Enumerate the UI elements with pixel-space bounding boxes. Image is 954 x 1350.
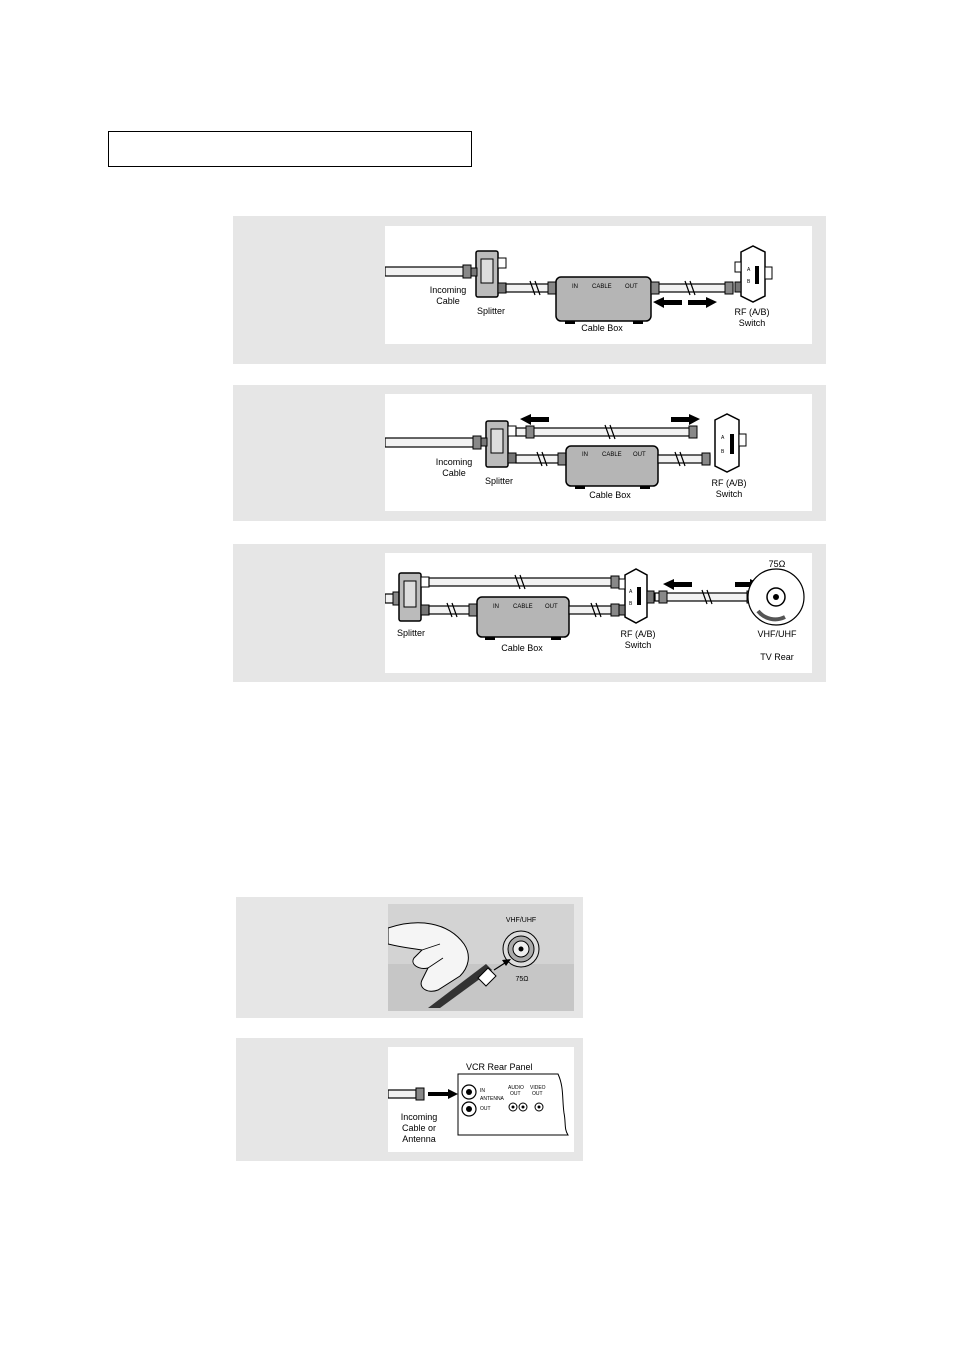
coax-cable [429, 603, 477, 617]
arrow-left-icon [520, 414, 549, 425]
in-label: IN [480, 1088, 485, 1094]
antenna-out-jack-icon [462, 1102, 476, 1116]
switch-a-label: A [747, 267, 751, 273]
audio-out-label: OUT [510, 1091, 521, 1097]
incoming-label: Antenna [402, 1134, 436, 1144]
rf-switch-label: Switch [738, 318, 766, 328]
vcr-rear-panel-title: VCR Rear Panel [466, 1062, 533, 1072]
rf-switch-label: RF (A/B) [734, 307, 770, 317]
box-out-label: OUT [545, 604, 558, 610]
coax-cable [655, 590, 759, 604]
ohm-label: 75Ω [768, 559, 786, 569]
cable-box-icon [556, 277, 651, 324]
arrow-right-icon [428, 1089, 458, 1099]
video-out-label: OUT [532, 1091, 543, 1097]
incoming-label: Cable or [401, 1123, 437, 1133]
cable-box-label: Cable Box [581, 323, 623, 333]
box-in-label: IN [582, 452, 588, 458]
arrow-left-icon [663, 579, 692, 590]
box-cable-label: CABLE [592, 284, 612, 290]
splitter-label: Splitter [396, 628, 426, 638]
coax-cable [569, 603, 619, 617]
box-out-label: OUT [633, 452, 646, 458]
rf-switch-label: RF (A/B) [711, 478, 747, 488]
coax-cable [506, 281, 556, 295]
incoming-cable-label: Cable [442, 468, 466, 478]
box-in-label: IN [493, 604, 499, 610]
connect-cable-photo [388, 904, 574, 1011]
diagram-1 [385, 226, 812, 344]
rf-switch-icon [735, 246, 772, 302]
incoming-cable-label: Cable [436, 296, 460, 306]
diagram-2 [385, 394, 812, 511]
rf-switch-label: RF (A/B) [620, 629, 656, 639]
box-out-label: OUT [625, 284, 638, 290]
incoming-cable-wire [385, 265, 471, 278]
tv-rear-label: TV Rear [760, 652, 794, 662]
splitter-icon [471, 251, 506, 297]
splitter-icon [399, 573, 429, 621]
switch-b-label: B [629, 601, 633, 607]
video-jack-icon [535, 1103, 543, 1111]
arrow-right-icon [688, 297, 717, 308]
switch-a-label: A [629, 589, 633, 595]
coax-cable [658, 452, 710, 466]
rf-switch-label: Switch [715, 489, 743, 499]
header-box [108, 131, 472, 167]
vhf-uhf-label: VHF/UHF [757, 629, 797, 639]
splitter-label: Splitter [484, 476, 514, 486]
rf-switch-icon [715, 414, 746, 472]
arrow-right-icon [671, 414, 700, 425]
switch-b-label: B [721, 449, 725, 455]
incoming-label: Incoming [400, 1112, 438, 1122]
rf-switch-icon [619, 569, 654, 623]
box-in-label: IN [572, 284, 578, 290]
audio-label: AUDIO [508, 1085, 524, 1091]
coax-cable [516, 452, 566, 466]
incoming-cable-wire [388, 1088, 424, 1100]
video-label: VIDEO [530, 1085, 546, 1091]
cable-box-icon [477, 597, 569, 640]
coax-cable [429, 575, 619, 589]
audio-r-jack-icon [519, 1103, 527, 1111]
tv-terminal-icon [748, 569, 804, 625]
incoming-cable-wire [385, 436, 481, 449]
out-label: OUT [480, 1106, 491, 1112]
cable-box-label: Cable Box [501, 643, 543, 653]
switch-b-label: B [747, 279, 751, 285]
antenna-label: ANTENNA [480, 1096, 504, 1102]
box-cable-label: CABLE [513, 604, 533, 610]
splitter-icon [481, 421, 516, 467]
splitter-label: Splitter [476, 306, 506, 316]
coax-cable [651, 281, 733, 295]
incoming-cable-label: Incoming [435, 457, 473, 467]
vhf-uhf-label: VHF/UHF [505, 917, 537, 924]
box-cable-label: CABLE [602, 452, 622, 458]
switch-a-label: A [721, 435, 725, 441]
arrow-left-icon [653, 297, 682, 308]
cable-box-icon [566, 446, 658, 489]
incoming-cable-wire [385, 592, 399, 605]
incoming-cable-label: Incoming [429, 285, 467, 295]
vcr-diagram [388, 1047, 574, 1152]
rf-switch-label: Switch [624, 640, 652, 650]
diagram-3 [385, 553, 812, 673]
coax-cable [516, 425, 697, 439]
cable-box-label: Cable Box [589, 490, 631, 500]
antenna-in-jack-icon [462, 1085, 476, 1099]
ohm-label: 75Ω [515, 976, 529, 983]
audio-l-jack-icon [509, 1103, 517, 1111]
